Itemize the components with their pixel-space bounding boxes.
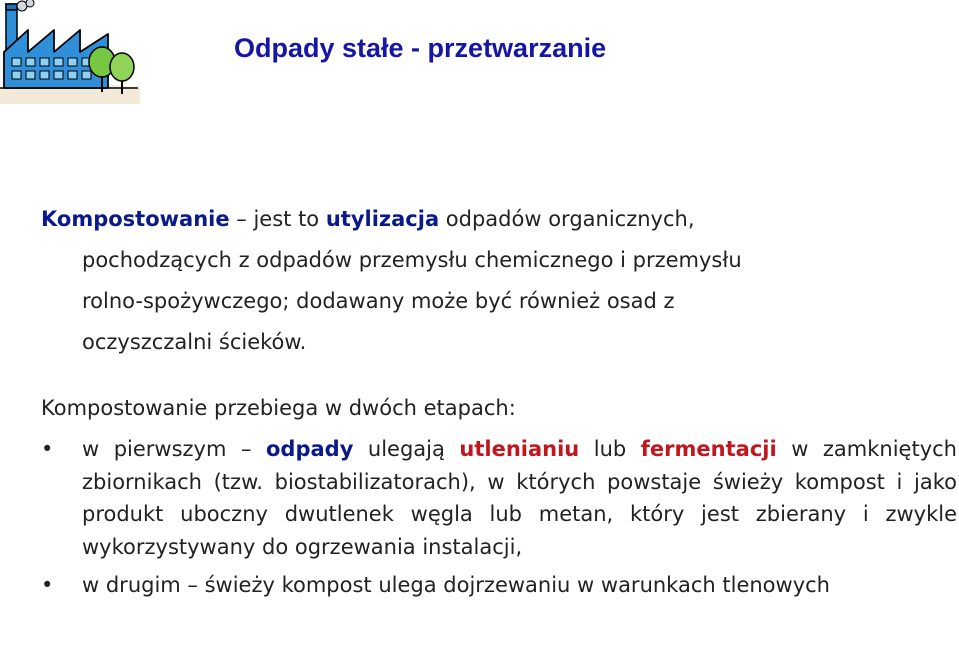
bullet-marker: • — [41, 437, 54, 461]
text-fragment: w drugim – świeży kompost ulega dojrzewaniu w warunkach tlenowych — [82, 573, 830, 597]
stages-list — [41, 433, 957, 602]
stages-intro: Kompostowanie przebiega w dwóch etapach: — [41, 396, 516, 420]
list-item-first-stage — [41, 433, 957, 563]
text-fragment: odpadów organicznych, — [439, 207, 695, 231]
definition-line-2: pochodzących z odpadów przemysłu chemicznego i przemysłu — [82, 248, 742, 272]
term-utylizacja: utylizacja — [325, 207, 440, 231]
text-fragment: lub — [579, 437, 641, 461]
text-fragment: w zamkniętych zbiornikach (tzw. biostabilizatorach), w których powstaje świeży kompost i jako produkt uboczny dwutlenek węgla lub metan, który jest zbierany i zwykle wykorzystywany do ogrzewania instalacji, — [82, 437, 957, 559]
definition-line-3: rolno-spożywczego; dodawany może być również osad z — [82, 289, 675, 313]
definition-line-1 — [41, 199, 921, 240]
page-title: Odpady stałe - przetwarzanie — [234, 33, 607, 63]
list-item-second-stage — [41, 569, 957, 602]
bullet-marker: • — [41, 573, 54, 597]
term-kompostowanie: Kompostowanie — [41, 207, 230, 231]
term-utlenianiu: utlenianiu — [459, 437, 580, 461]
definition-paragraph — [41, 199, 921, 363]
text-fragment: – jest to — [229, 207, 326, 231]
factory-icon — [0, 0, 140, 104]
term-fermentacji: fermentacji — [640, 437, 777, 461]
term-odpady: odpady — [266, 437, 354, 461]
definition-line-4: oczyszczalni ścieków. — [82, 330, 307, 354]
text-fragment: ulegają — [353, 437, 460, 461]
text-fragment: w pierwszym – — [82, 437, 266, 461]
